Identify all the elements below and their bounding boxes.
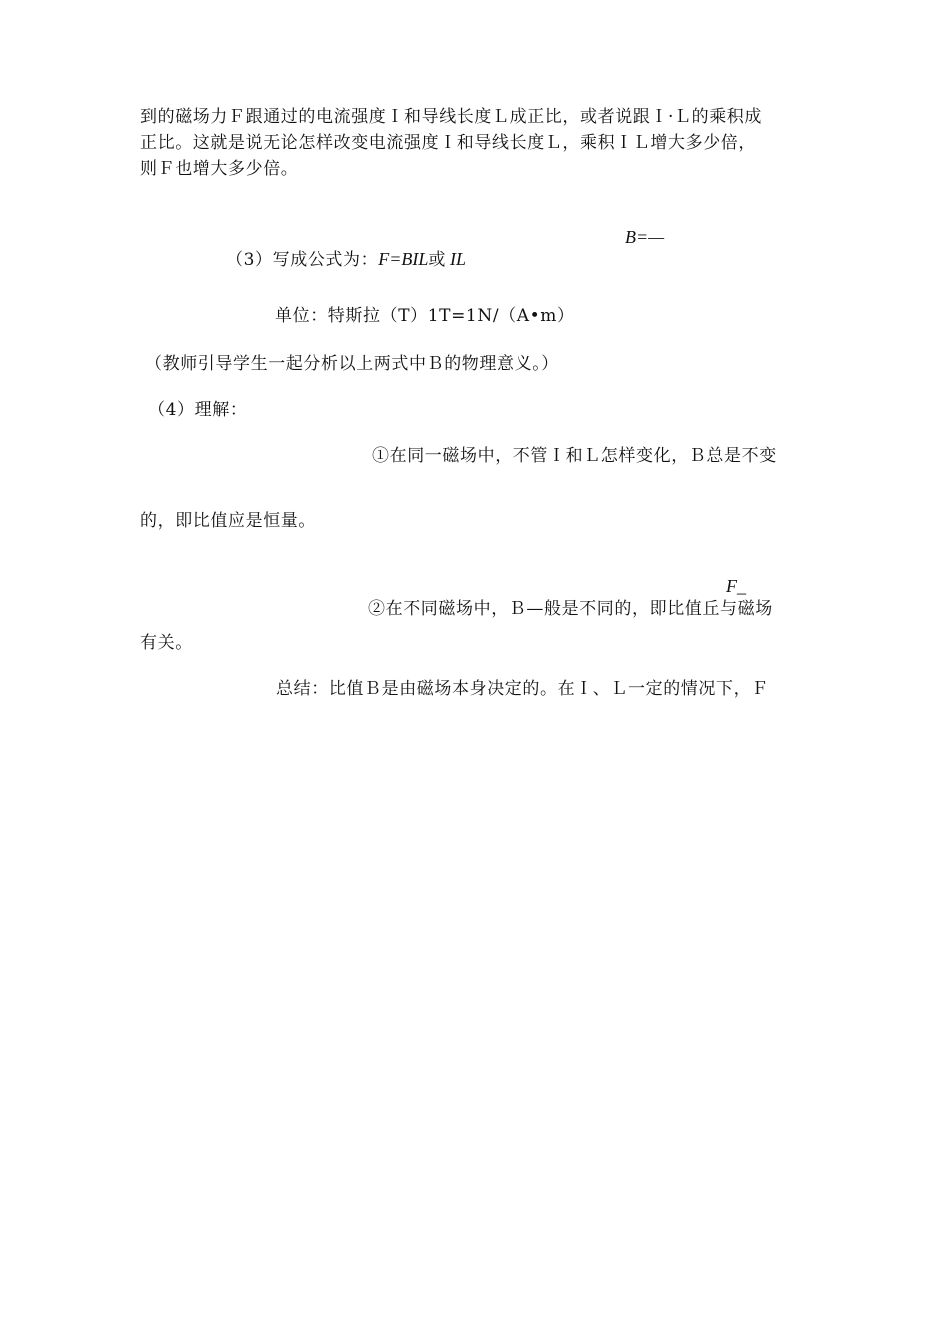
teacher-note: （教师引导学生一起分析以上两式中Ｂ的物理意义。） <box>145 354 559 374</box>
point2-fraction-top: F_ <box>726 576 746 596</box>
formula-label: （3）写成公式为： <box>226 250 379 270</box>
paragraph1-line3: 则Ｆ也增大多少倍。 <box>140 159 299 179</box>
point2-line1: ②在不同磁场中，Ｂ—般是不同的，即比值丘与磁场 <box>368 599 773 619</box>
formula-expression-2: IL <box>449 249 466 269</box>
unit-line: 单位：特斯拉（T）1T=1N/（A•m） <box>275 306 575 326</box>
formula-or: 或 <box>428 250 446 270</box>
formula-expression-1: F=BIL <box>378 249 429 269</box>
formula-line <box>226 248 466 271</box>
formula-fraction-top: B=— <box>625 227 665 247</box>
paragraph1-line1: 到的磁场力Ｆ跟通过的电流强度Ｉ和导线长度Ｌ成正比，或者说跟Ｉ·Ｌ的乘积成 <box>140 107 763 127</box>
understanding-heading: （4）理解： <box>148 400 248 420</box>
point1-line2: 的，即比值应是恒量。 <box>140 511 316 531</box>
point2-line2: 有关。 <box>140 633 193 653</box>
summary-line: 总结：比值Ｂ是由磁场本身决定的。在Ｉ、Ｌ一定的情况下，Ｆ <box>276 679 769 699</box>
point1-line1: ①在同一磁场中，不管Ｉ和Ｌ怎样变化，Ｂ总是不变 <box>372 446 777 466</box>
paragraph1-line2: 正比。这就是说无论怎样改变电流强度Ｉ和导线长度Ｌ，乘积ＩＬ增大多少倍， <box>140 133 756 153</box>
